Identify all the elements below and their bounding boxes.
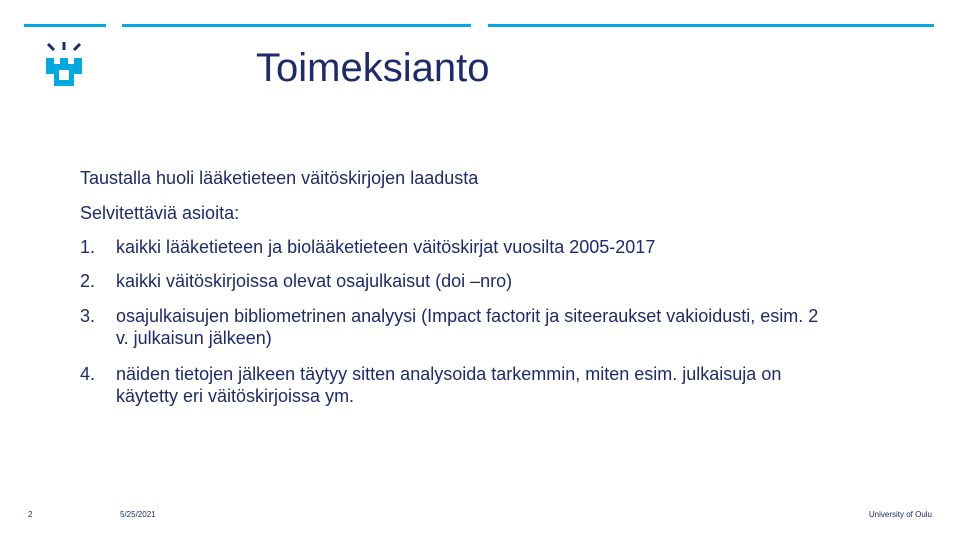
list-item-number: 2. (80, 271, 96, 291)
page-number: 2 (28, 510, 33, 519)
top-rule-left (24, 24, 106, 27)
list-item-number: 3. (80, 306, 96, 326)
top-rule-right (488, 24, 934, 27)
footer-date: 5/25/2021 (120, 510, 156, 519)
subheading: Selvitettäviä asioita: (80, 203, 240, 223)
footer-organization: University of Oulu (868, 510, 932, 519)
top-rule-middle (122, 24, 471, 27)
list-item-number: 4. (80, 364, 96, 384)
list-item (80, 236, 820, 258)
list-item (80, 305, 820, 349)
list-item-text: osajulkaisujen bibliometrinen analyysi (Impact factorit ja siteeraukset vakioidusti, esim. 2 v. julkaisun jälkeen) (116, 306, 819, 348)
list-item-number: 1. (80, 237, 96, 257)
list-item-text: kaikki lääketieteen ja biolääketieteen väitöskirjat vuosilta 2005-2017 (116, 237, 656, 257)
list-item-text: näiden tietojen jälkeen täytyy sitten analysoida tarkemmin, miten esim. julkaisuja on käytetty eri väitöskirjoissa ym. (116, 364, 782, 406)
slide-title: Toimeksianto (256, 46, 490, 90)
list-item (80, 363, 820, 407)
university-logo-icon (44, 40, 84, 96)
intro-text: Taustalla huoli lääketieteen väitöskirjojen laadusta (80, 168, 479, 188)
list-item (80, 270, 820, 292)
list-item-text: kaikki väitöskirjoissa olevat osajulkaisut (doi –nro) (116, 271, 513, 291)
